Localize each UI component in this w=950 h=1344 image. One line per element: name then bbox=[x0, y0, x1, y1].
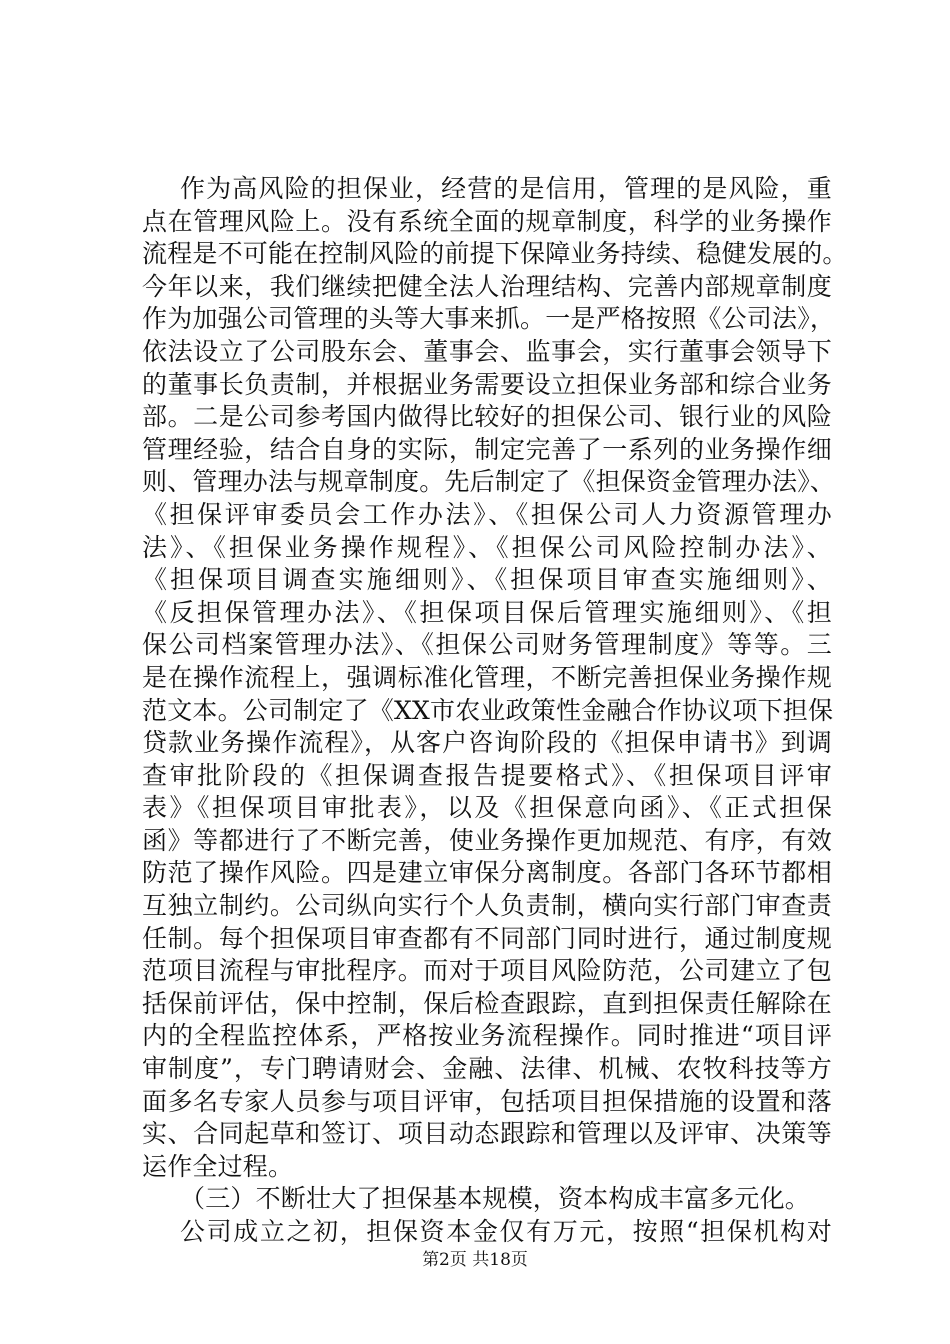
paragraph-line: 管理经验，结合自身的实际，制定完善了一系列的业务操作细 bbox=[142, 434, 832, 464]
paragraph-line: 作为高风险的担保业，经营的是信用，管理的是风险，重 bbox=[180, 174, 832, 203]
paragraph-line: 则、管理办法与规章制度。先后制定了《担保资金管理办法》、 bbox=[142, 467, 836, 497]
paragraph-line: 的董事长负责制，并根据业务需要设立担保业务部和综合业务 bbox=[142, 369, 832, 399]
section-heading: （三）不断壮大了担保基本规模，资本构成丰富多元化。 bbox=[180, 1184, 811, 1214]
paragraph-line: 保公司档案管理办法》、《担保公司财务管理制度》等等。三 bbox=[142, 630, 832, 660]
paragraph-line: 贷款业务操作流程》，从客户咨询阶段的《担保申请书》到调 bbox=[142, 728, 832, 758]
paragraph-line: 括保前评估，保中控制，保后检查跟踪，直到担保责任解除在 bbox=[142, 988, 832, 1018]
paragraph-line: 依法设立了公司股东会、董事会、监事会，实行董事会领导下 bbox=[142, 336, 832, 366]
paragraph-line: 是在操作流程上，强调标准化管理，不断完善担保业务操作规 bbox=[142, 662, 832, 692]
paragraph-line: 内的全程监控体系，严格按业务流程操作。同时推进“项目评 bbox=[142, 1021, 832, 1051]
paragraph-line: 函》等都进行了不断完善，使业务操作更加规范、有序，有效 bbox=[142, 825, 832, 855]
paragraph-line: 防范了操作风险。四是建立审保分离制度。各部门各环节都相 bbox=[142, 858, 832, 888]
paragraph-line: 互独立制约。公司纵向实行个人负责制，横向实行部门审查责 bbox=[142, 891, 832, 921]
paragraph-line: 实、合同起草和签订、项目动态跟踪和管理以及评审、决策等 bbox=[142, 1119, 832, 1149]
paragraph-line: 点在管理风险上。没有系统全面的规章制度，科学的业务操作 bbox=[142, 206, 832, 236]
paragraph-line: 《反担保管理办法》、《担保项目保后管理实施细则》、《担 bbox=[142, 597, 832, 627]
body-text bbox=[142, 173, 848, 1249]
paragraph-line: 范文本。公司制定了《XX市农业政策性金融合作协议项下担保 bbox=[142, 695, 834, 725]
paragraph-line: 《担保项目调查实施细则》、《担保项目审查实施细则》、 bbox=[142, 565, 832, 595]
paragraph-line: 查审批阶段的《担保调查报告提要格式》、《担保项目评审 bbox=[142, 760, 832, 790]
paragraph-line: 流程是不可能在控制风险的前提下保障业务持续、稳健发展的。 bbox=[142, 239, 848, 269]
paragraph-line: 任制。每个担保项目审查都有不同部门同时进行，通过制度规 bbox=[142, 923, 832, 953]
paragraph-line: 运作全过程。 bbox=[142, 1151, 294, 1181]
paragraph-line: 面多名专家人员参与项目评审，包括项目担保措施的设置和落 bbox=[142, 1086, 832, 1116]
paragraph-line: 审制度”，专门聘请财会、金融、法律、机械、农牧科技等方 bbox=[142, 1054, 832, 1084]
paragraph-line: 部。二是公司参考国内做得比较好的担保公司、银行业的风险 bbox=[142, 402, 832, 432]
paragraph-line: 今年以来，我们继续把健全法人治理结构、完善内部规章制度 bbox=[142, 271, 832, 301]
paragraph-line: 作为加强公司管理的头等大事来抓。一是严格按照《公司法》， bbox=[142, 304, 836, 334]
paragraph-line: 表》《担保项目审批表》，以及《担保意向函》、《正式担保 bbox=[142, 793, 832, 823]
paragraph-line: 范项目流程与审批程序。而对于项目风险防范，公司建立了包 bbox=[142, 956, 832, 986]
paragraph-line: 《担保评审委员会工作办法》、《担保公司人力资源管理办 bbox=[142, 499, 832, 529]
paragraph-line: 公司成立之初，担保资本金仅有万元，按照“担保机构对 bbox=[180, 1217, 832, 1246]
paragraph-line: 法》、《担保业务操作规程》、《担保公司风险控制办法》、 bbox=[142, 532, 832, 562]
page-footer: 第2页 共18页 bbox=[422, 1250, 528, 1270]
